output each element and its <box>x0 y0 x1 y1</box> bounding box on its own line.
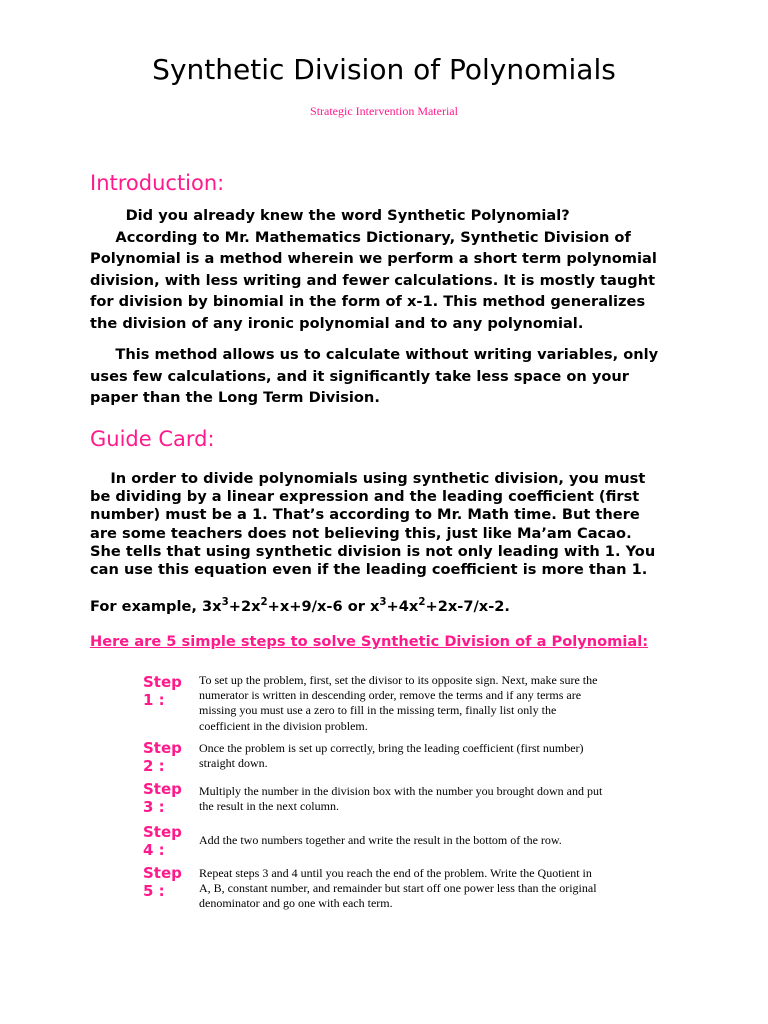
introduction-paragraph-2 <box>90 344 690 409</box>
step-label-word: Step <box>143 739 182 757</box>
step-label-number: 1 : <box>143 691 165 709</box>
text-line: the division of any ironic polynomial and to any polynomial. <box>90 314 584 332</box>
text-line: Multiply the number in the division box with the number you brought down and put <box>199 784 603 798</box>
document-title: Synthetic Division of Polynomials <box>152 53 616 86</box>
step-label-word: Step <box>143 780 182 798</box>
step-description <box>199 866 629 912</box>
step-label-number: 2 : <box>143 757 165 775</box>
step-description <box>199 784 629 814</box>
text-line: numerator is written in descending order, remove the terms and if any terms are <box>199 688 582 703</box>
introduction-heading: Introduction: <box>90 171 225 195</box>
introduction-paragraph-1 <box>90 205 690 335</box>
example-equation <box>90 596 690 618</box>
text-line: To set up the problem, first, set the divisor to its opposite sign. Next, make sure the <box>199 673 598 687</box>
text-line: Add the two numbers together and write the result in the bottom of the row. <box>199 833 562 847</box>
text-line: for division by binomial in the form of x-1. This method generalizes <box>90 293 646 311</box>
document-subtitle: Strategic Intervention Material <box>310 104 458 118</box>
step-label-number: 5 : <box>143 882 165 900</box>
text-line: She tells that using synthetic division is not only leading with 1. You <box>90 542 656 560</box>
step-description <box>199 673 629 734</box>
text-line: In order to divide polynomials using synthetic division, you must <box>90 470 646 487</box>
text-line: This method allows us to calculate without writing variables, only <box>90 346 659 363</box>
text-line: Did you already knew the word Synthetic Polynomial? <box>90 207 570 224</box>
text-line: Repeat steps 3 and 4 until you reach the end of the problem. Write the Quotient in <box>199 866 592 880</box>
text-line: division, with less writing and fewer calculations. It is mostly taught <box>90 271 656 289</box>
text-line: straight down. <box>199 756 268 771</box>
step-label-number: 4 : <box>143 841 165 859</box>
text-line: uses few calculations, and it significantly take less space on your <box>90 367 629 385</box>
steps-heading: Here are 5 simple steps to solve Synthetic Division of a Polynomial: <box>90 633 649 650</box>
step-label-word: Step <box>143 864 182 882</box>
text-line: are some teachers does not believing this, just like Ma’am Cacao. <box>90 524 632 542</box>
text-line: According to Mr. Mathematics Dictionary, Synthetic Division of <box>90 228 631 246</box>
example-text: +x+9/x-6 or x <box>267 598 380 615</box>
text-line: missing you must use a zero to fill in the missing term, finally list only the <box>199 703 557 718</box>
text-line: number) must be a 1. That’s according to Mr. Math time. But there <box>90 506 640 524</box>
text-line: denominator and go one with each term. <box>199 896 393 911</box>
text-line: A, B, constant number, and remainder but start off one power less than the original <box>199 881 597 896</box>
superscript: 2 <box>260 597 268 609</box>
example-text: +2x-7/x-2. <box>425 598 510 615</box>
example-text: +2x <box>228 598 261 615</box>
step-label-word: Step <box>143 673 182 691</box>
step-label <box>143 780 193 816</box>
step-label-number: 3 : <box>143 798 165 816</box>
guide-card-paragraph <box>90 470 690 579</box>
step-label <box>143 739 193 775</box>
text-line: paper than the Long Term Division. <box>90 389 380 407</box>
step-description <box>199 833 629 848</box>
step-label <box>143 823 193 859</box>
example-text: For example, 3x <box>90 598 222 615</box>
superscript: 3 <box>221 597 229 609</box>
step-label-word: Step <box>143 823 182 841</box>
text-line: Polynomial is a method wherein we perform a short term polynomial <box>90 250 657 268</box>
text-line: coefficient in the division problem. <box>199 718 368 733</box>
superscript: 2 <box>418 597 426 609</box>
text-line: Once the problem is set up correctly, bring the leading coefficient (first number) <box>199 741 584 755</box>
text-line: can use this equation even if the leading coefficient is more than 1. <box>90 561 648 579</box>
example-text: +4x <box>386 598 419 615</box>
text-line: be dividing by a linear expression and the leading coefficient (first <box>90 488 640 506</box>
text-line: the result in the next column. <box>199 799 339 814</box>
superscript: 3 <box>379 597 387 609</box>
step-label <box>143 673 193 709</box>
step-description <box>199 741 629 771</box>
step-label <box>143 864 193 900</box>
guide-card-heading: Guide Card: <box>90 427 215 451</box>
